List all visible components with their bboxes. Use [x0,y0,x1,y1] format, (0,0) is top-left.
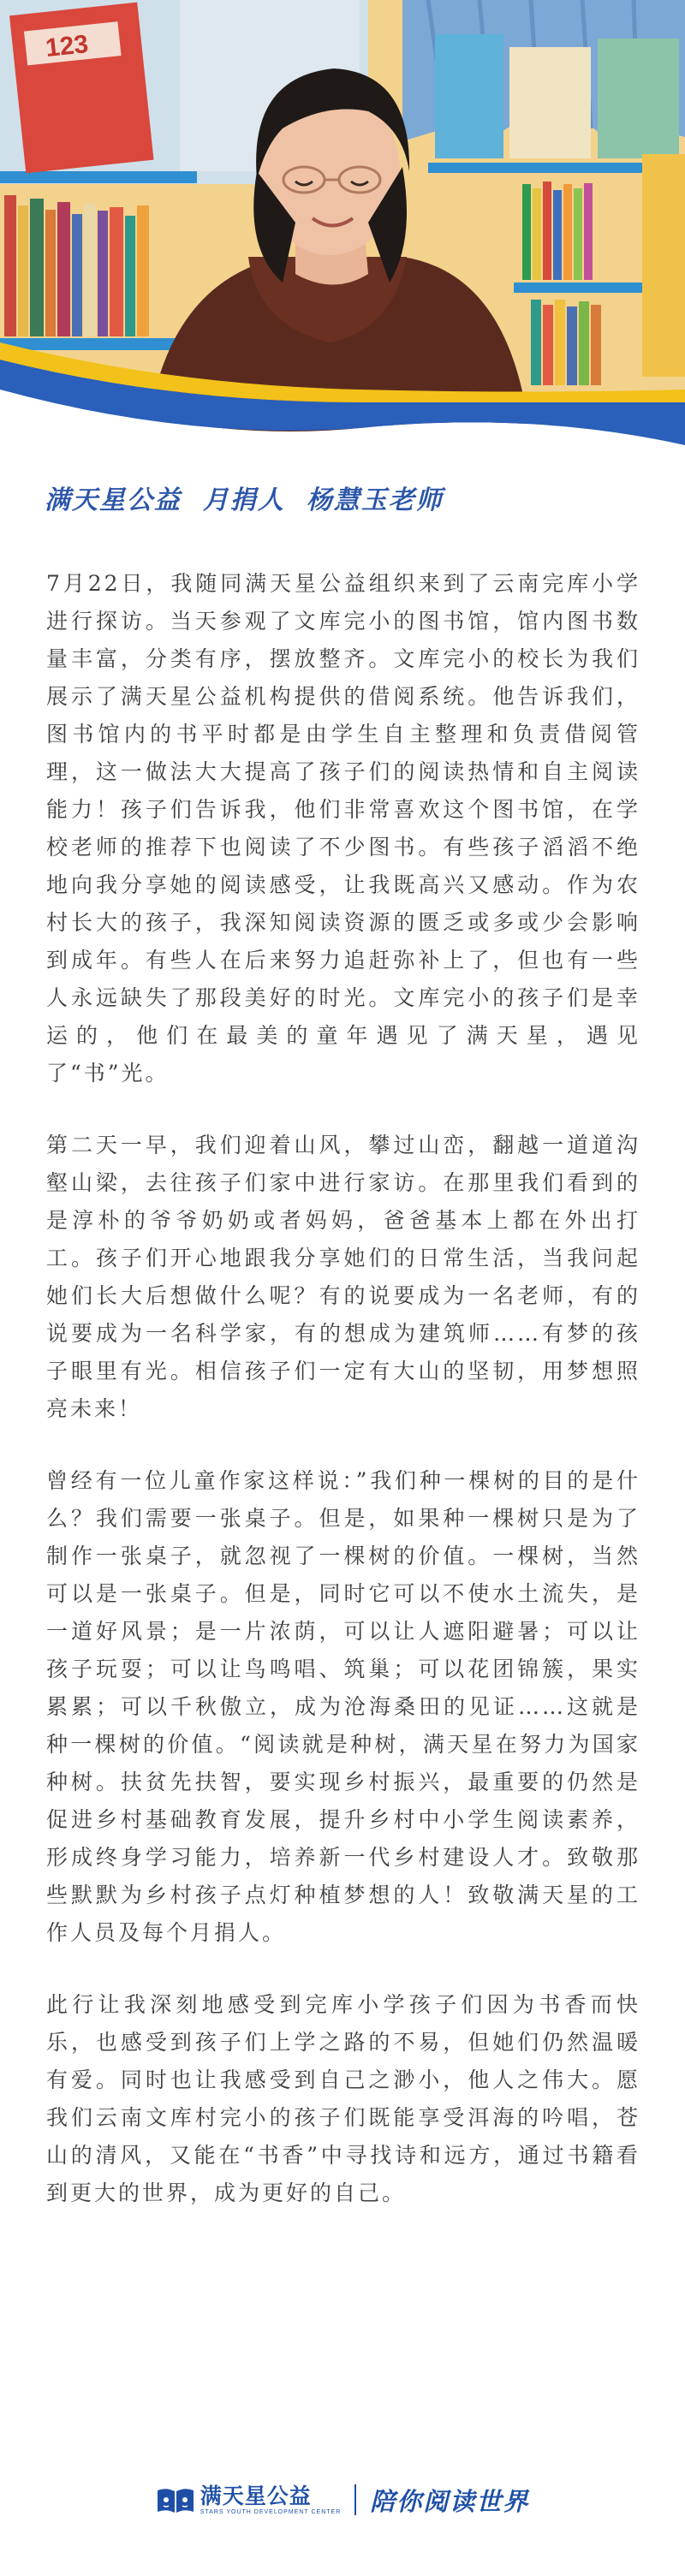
brand-text [200,2484,342,2516]
paragraph-1: 7月22日，我随同满天星公益组织来到了云南完库小学进行探访。当天参观了文库完小的图书馆，馆内图书数量丰富，分类有序，摆放整齐。文库完小的校长为我们展示了满天星公益机构提供的借阅系统。他告诉我们，图书馆内的书平时都是由学生自主整理和负责借阅管理，这一做法大大提高了孩子们的阅读热情和自主阅读能力！孩子们告诉我，他们非常喜欢这个图书馆，在学校老师的推荐下也阅读了不少图书。有些孩子滔滔不绝地向我分享她的阅读感受，让我既高兴又感动。作为农村长大的孩子，我深知阅读资源的匮乏或多或少会影响到成年。有些人在后来努力追赶弥补上了，但也有一些人永远缺失了那段美好的时光。文库完小的孩子们是幸运的，他们在最美的童年遇见了满天星，遇见了“书”光。 [46,571,640,1086]
article-body [46,565,640,2246]
paragraph-2: 第二天一早，我们迎着山风，攀过山峦，翻越一道道沟壑山梁，去往孩子们家中进行家访。在那里我们看到的是淳朴的爷爷奶奶或者妈妈，爸爸基本上都在外出打工。孩子们开心地跟我分享她们的日常生活，当我问起她们长大后想做什么呢？有的说要成为一名老师，有的说要成为一名科学家，有的想成为建筑师……有梦的孩子眼里有光。相信孩子们一定有大山的坚韧，用梦想照亮未来！ [46,1133,640,1421]
paragraph-4: 此行让我深刻地感受到完库小学孩子们因为书香而快乐，也感受到孩子们上学之路的不易，但她们仍然温暖有爱。同时也让我感受到自己之渺小，他人之伟大。愿我们云南文库村完小的孩子们既能享受洱海的吟唱，苍山的清风，又能在“书香”中寻找诗和远方，通过书籍看到更大的世界，成为更好的自己。 [46,1992,640,2205]
brand-logo [156,2484,342,2516]
shelf-frame [642,154,685,377]
books-left [4,195,149,336]
hero-photo [0,0,685,445]
footer-logos [0,2474,685,2525]
shelf-left-bottom [0,338,180,350]
open-book-icon [156,2484,195,2516]
brand-name: 满天星公益 [200,2484,312,2508]
brand-subtitle: STARS YOUTH DEVELOPMENT CENTER [200,2508,342,2515]
hero-illustration [0,0,685,445]
footer-divider [354,2484,356,2515]
book-cover-text: 123 [44,29,90,63]
footer-slogan: 陪你阅读世界 [370,2486,530,2516]
paragraph-3: 曾经有一位儿童作家这样说：”我们种一棵树的目的是什么？我们需要一张桌子。但是，如果种一棵树只是为了制作一张桌子，就忽视了一棵树的价值。一棵树，当然可以是一张桌子。但是，同时它可以不使水土流失，是一道好风景；是一片浓荫，可以让人遮阳避暑；可以让孩子玩耍；可以让鸟鸣唱、筑巢；可以花团锦簇，果实累累；可以千秋傲立，成为沧海桑田的见证……这就是种一棵树的价值。“阅读就是种树，满天星在努力为国家种树。扶贫先扶智，要实现乡村振兴，最重要的仍然是促进乡村基础教育发展，提升乡村中小学生阅读素养，形成终身学习能力，培养新一代乡村建设人才。致敬那些默默为乡村孩子点灯种植梦想的人！致敬满天星的工作人员及每个月捐人。 [46,1468,640,1945]
shelf-left-top [0,171,197,183]
article-headline: 满天星公益 月捐人 杨慧玉老师 [45,485,444,515]
